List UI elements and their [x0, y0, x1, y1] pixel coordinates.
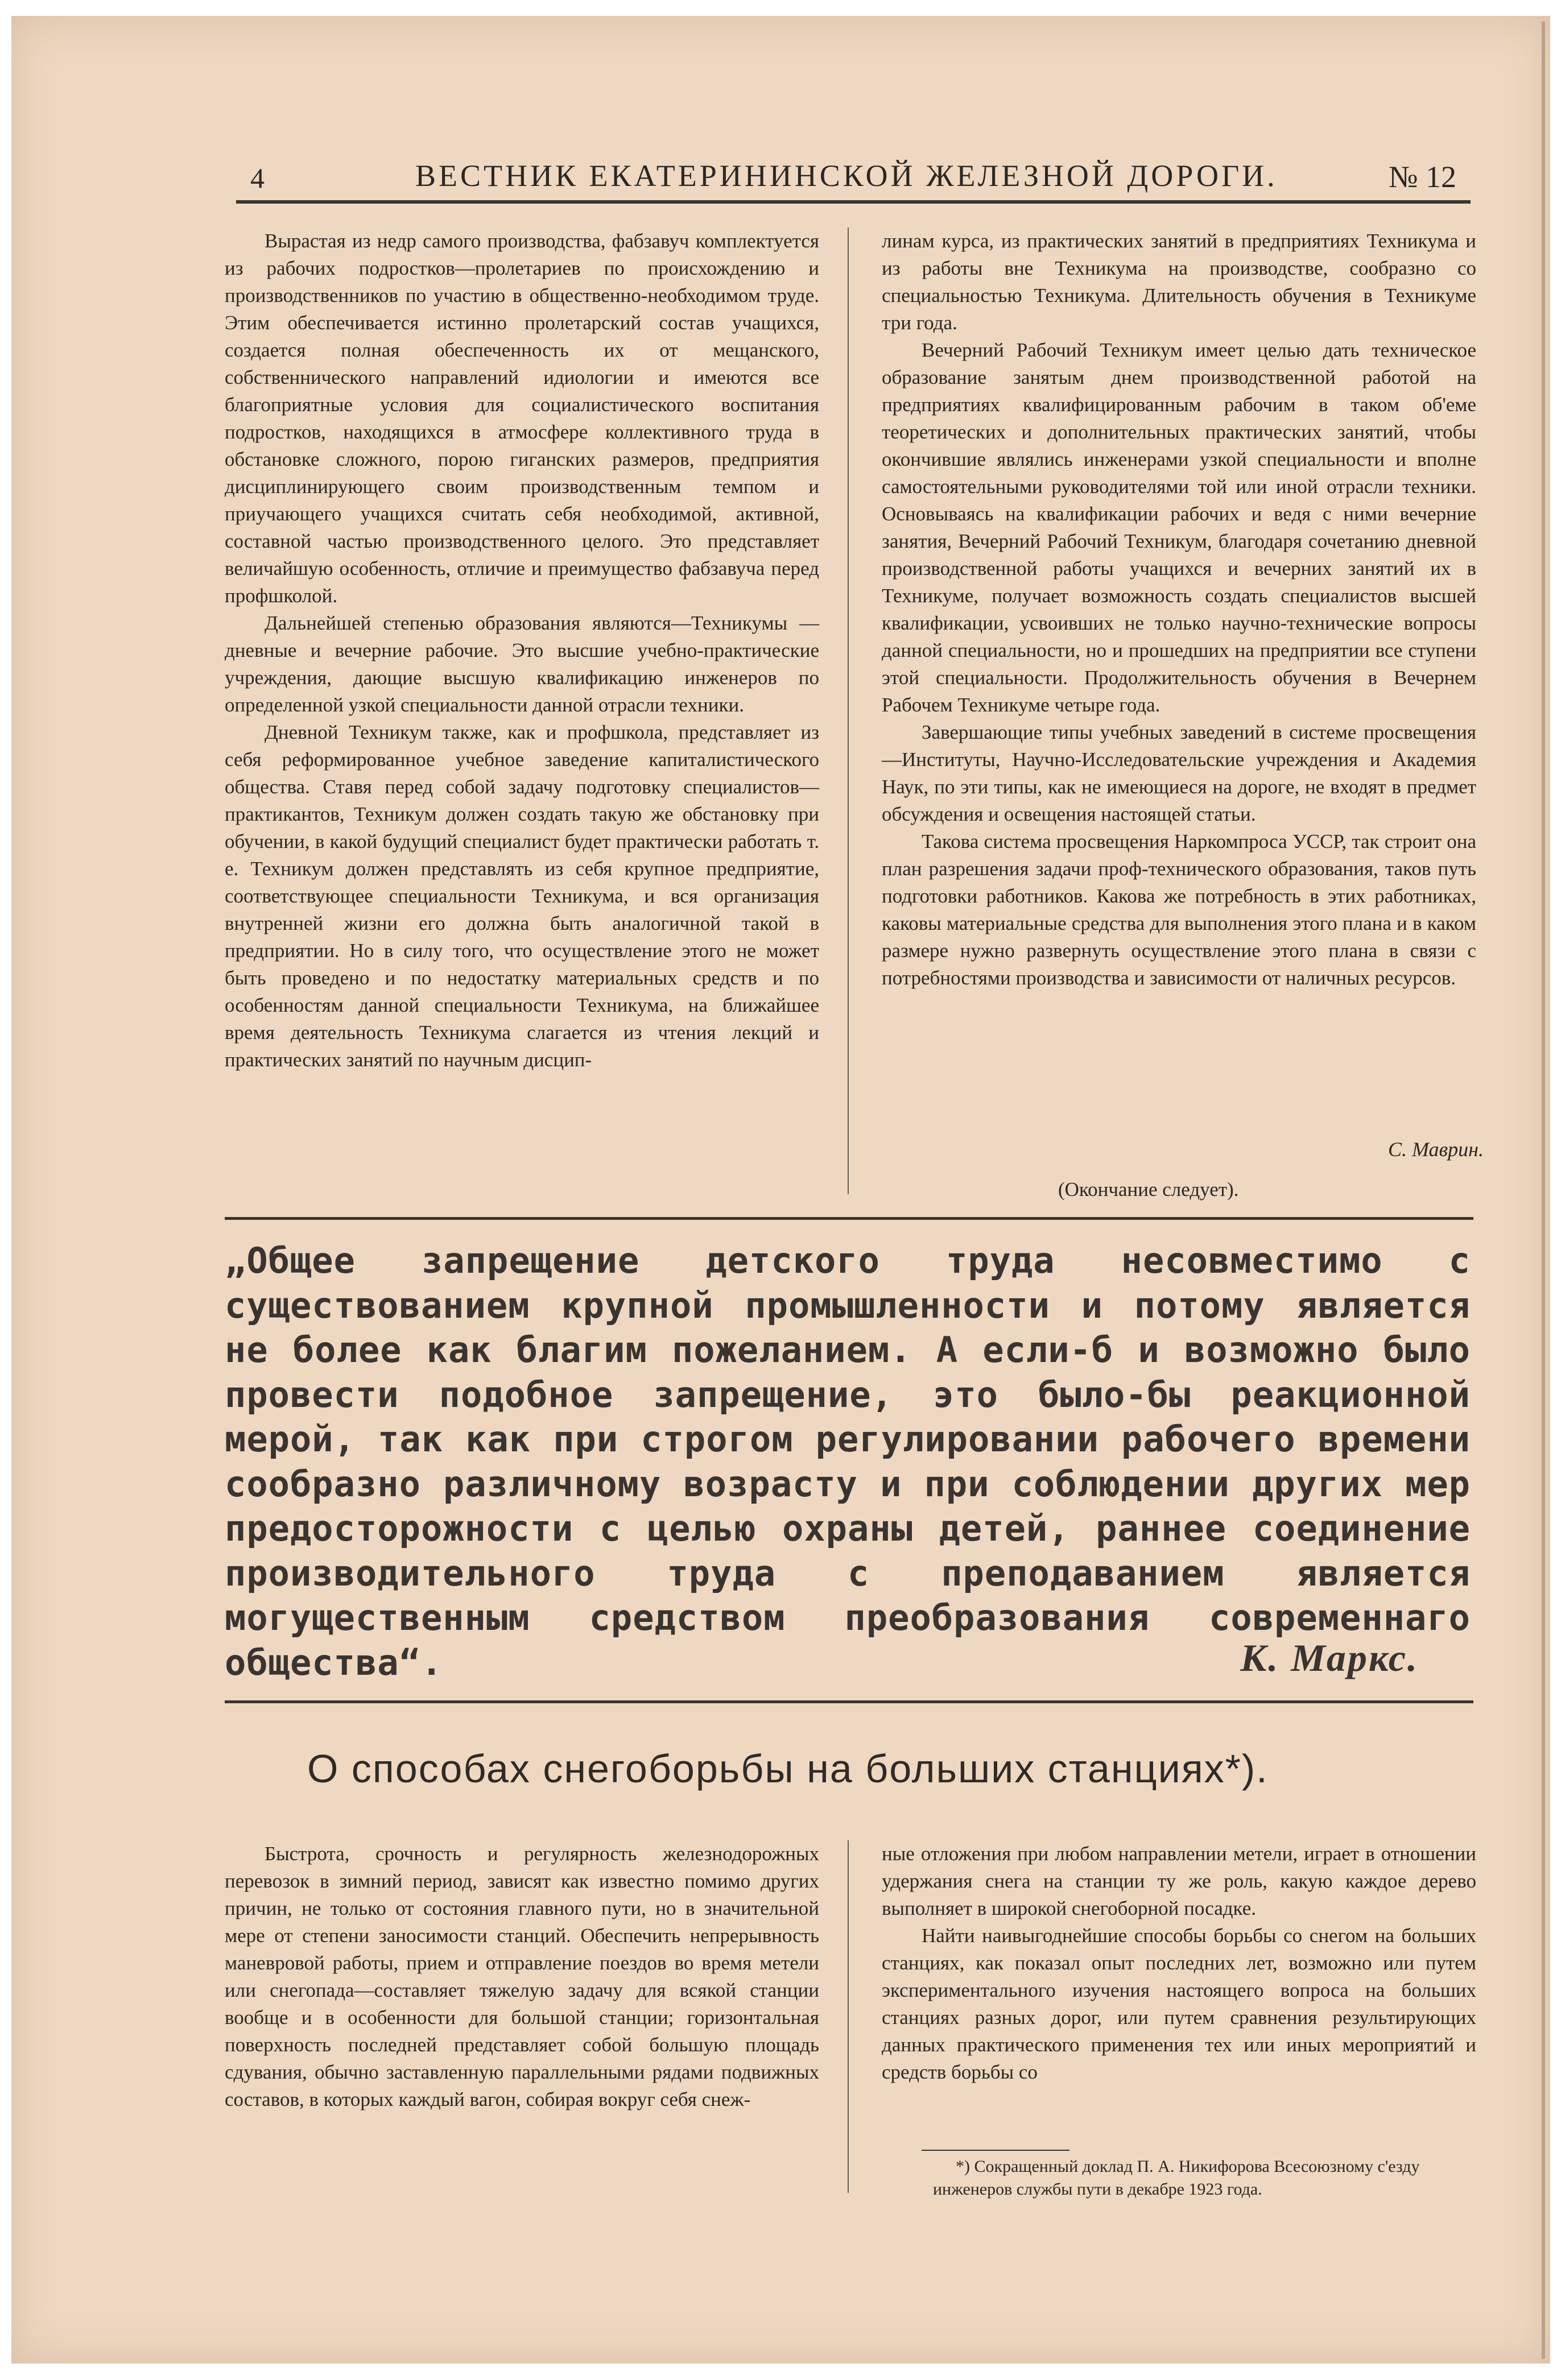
article1-paragraph: Вечерний Рабочий Техникум имеет целью дать техническое образование занятым днем производственной работой на предприятиях квалифицированным рабочим в таком об'еме теоретических и дополнительных практических занятий, чтобы окончившие являлись инженерами узкой специальности и вполне самостоятельными руководителями той или иной отрасли техники. Основываясь на квалификации рабочих и ведя с ними вечерние занятия, Вечерний Рабочий Техникум, благодаря сочетанию дневной производственной работы учащихся и вечерних занятий их в Техникуме, получает возможность создать специалистов высшей квалификации, усвоивших не только научно-технические вопросы данной специальности, но и прошедших на предприятии все ступени этой специальности. Продолжительность обучения в Вечернем Рабочем Техникуме четыре года. [882, 339, 1476, 716]
marx-quote: „Общее запрещение детского труда несовместимо с существованием крупной промышленности и потому является не более как благим пожеланием. А если-б и возможно было провести подобное запрещение, это было-бы реакционной мерой, так как при строгом регулировании рабочего времени сообразно различному возрасту и при соблюдении других мер предосторожности с целью охраны детей, раннее соединение производительного труда с преподаванием является могущественным средством преобразования современнаго общества“. [225, 1240, 1471, 1683]
article2-right-column [882, 1840, 1476, 2086]
article2-paragraph: Найти наивыгоднейшие способы борьбы со снегом на больших станциях, как показал опыт последних лет, возможно или путем экспериментального изучения настоящего вопроса на больших станциях разных дорог, или путем сравнения результирующих данных практического применения тех или иных мероприятий и средств борьбы со [882, 1924, 1476, 2083]
page-number: 4 [250, 162, 265, 194]
quote-author: К. Маркс. [1240, 1636, 1419, 1679]
article2-paragraph: Быстрота, срочность и регулярность железнодорожных перевозок в зимний период, зависят как известно помимо других причин, не только от состояния главного пути, но в значительной мере от степени заносимости станций. Обеспечить непрерывность маневровой работы, прием и отправление поездов во время метели или снегопада—составляет тяжелую задачу для всякой станции вообще и в особенности для большой станции; горизонтальная поверхность последней представляет собой большую площадь сдувания, обычно заставленную параллельными рядами подвижных составов, в которых каждый вагон, собирая вокруг себя снеж- [225, 1843, 819, 2110]
article2-left-column [225, 1840, 819, 2113]
article1-paragraph: Дневной Техникум также, как и профшкола, представляет из себя реформированное учебное заведение капиталистического общества. Ставя перед собой задачу подготовку специалистов—практикантов, Техникум должен создать такую же обстановку при обучении, в какой будущий специалист будет практически работать т. е. Техникум должен представлять из себя крупное предприятие, соответствующее специальности Техникума, и вся организация внутренней жизни его должна быть аналогичной такой в предприятии. Но в силу того, что осуществление этого не может быть проведено и по недостатку материальных средств и по особенностям данной специальности Техникума, на ближайшее время деятельность Техникума слагается из чтения лекций и практических занятий по научным дисцип- [225, 721, 819, 1071]
quote-top-rule [225, 1217, 1473, 1220]
article1-right-column [882, 227, 1476, 992]
article1-paragraph: Дальнейшей степенью образования являются—Техникумы — дневные и вечерние рабочие. Это высшие учебно-практические учреждения, дающие высшую квалификацию инженеров по определенной узкой специальности данной отрасли техники. [225, 612, 819, 716]
article2-title: О способах снегоборьбы на больших станциях*). [307, 1746, 1269, 1791]
article1-paragraph: Завершающие типы учебных заведений в системе просвещения—Институты, Научно-Исследовательские учреждения и Академия Наук, по эти типы, как не имеющиеся на дороге, не входят в предмет обсуждения и освещения настоящей статьи. [882, 721, 1476, 825]
article1-continuation-note: (Окончание следует). [1058, 1178, 1239, 1201]
article2-paragraph: ные отложения при любом направлении метели, играет в отношении удержания снега на станции ту же роль, какую каждое дерево выполняет в широкой снегоборной посадке. [882, 1843, 1476, 1919]
article1-signature: С. Маврин. [1388, 1138, 1484, 1161]
newspaper-title: ВЕСТНИК ЕКАТЕРИНИНСКОЙ ЖЕЛЕЗНОЙ ДОРОГИ. [415, 159, 1278, 193]
column-divider [848, 1840, 849, 2193]
page-header [228, 156, 1479, 207]
article2-footnote: *) Сокращенный доклад П. А. Никифорова Всесоюзному с'езду инженеров службы пути в декабре 1923 года. [933, 2157, 1420, 2199]
column-divider [848, 227, 849, 1194]
article1-paragraph: Такова система просвещения Наркомпроса УССР, так строит она план разрешения задачи проф-технического образования, таков путь подготовки работников. Какова же потребность в этих работниках, каковы материальные средства для выполнения этого плана и в каком размере нужно развернуть осуществление этого плана в связи с потребностями производства и зависимости от наличных ресурсов. [882, 830, 1476, 989]
article1-paragraph: линам курса, из практических занятий в предприятиях Техникума и из работы вне Техникума на производстве, сообразно со специальностью Техникума. Длительность обучения в Техникуме три года. [882, 230, 1476, 334]
article1-paragraph: Вырастая из недр самого производства, фабзавуч комплектуется из рабочих подростков—пролетариев по происхождению и производственников по участию в общественно-необходимом труде. Этим обеспечивается истинно пролетарский состав учащихся, создается полная обеспеченность их от мещанского, собственнического направлений идиологии и имеются все благоприятные условия для социалистического воспитания подростков, находящихся в атмосфере коллективного труда в обстановке сложного, порою гиганских размеров, предприятия дисциплинирующего своим производственным темпом и приучающего учащихся считать себя необходимой, активной, составной частью производственного целого. Это представляет величайшую особенность, отличие и преимущество фабзавуча перед профшколой. [225, 230, 819, 607]
header-rule [236, 200, 1471, 204]
issue-number: № 12 [1388, 160, 1456, 194]
footnote-rule [922, 2150, 1069, 2151]
article1-left-column [225, 227, 819, 1074]
quote-bottom-rule [225, 1700, 1473, 1703]
